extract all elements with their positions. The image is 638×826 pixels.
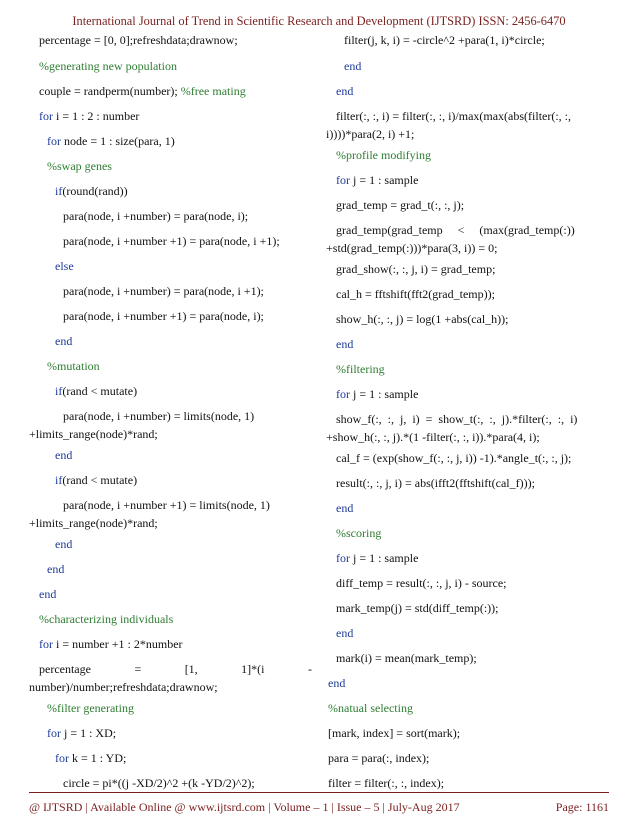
- code-keyword: for: [39, 637, 53, 651]
- code-text: j = 1 : sample: [350, 551, 419, 565]
- code-comment: %free mating: [180, 84, 246, 98]
- code-line: [55, 184, 312, 198]
- code-line: [336, 576, 610, 590]
- code-token: =: [134, 662, 142, 676]
- code-token: [1,: [184, 662, 198, 676]
- code-text: para = para(:, index);: [328, 751, 430, 765]
- code-line: [63, 209, 312, 223]
- code-comment: %natual selecting: [328, 701, 413, 715]
- code-keyword: end: [55, 537, 73, 551]
- code-line: [344, 33, 610, 47]
- code-text: circle = pi*((j -XD/2)^2 +(k -YD/2)^2);: [63, 776, 255, 790]
- code-text: para(node, i +number +1) = para(node, i +1);: [63, 234, 280, 248]
- code-line: [336, 312, 610, 326]
- code-line: [336, 476, 610, 490]
- code-text: result(:, :, j, i) = abs(ifft2(fftshift(cal_f)));: [336, 476, 535, 490]
- code-keyword: if: [55, 473, 63, 487]
- code-keyword: end: [55, 334, 73, 348]
- code-line: [328, 726, 610, 740]
- code-token: -: [307, 662, 312, 676]
- code-keyword: end: [336, 626, 354, 640]
- code-text: para(node, i +number) = para(node, i);: [63, 209, 249, 223]
- code-line: [63, 284, 312, 298]
- code-line: [336, 451, 610, 465]
- code-keyword: end: [336, 84, 354, 98]
- code-text: filter = filter(:, :, index);: [328, 776, 445, 790]
- code-line: [39, 109, 312, 123]
- code-text: [29, 662, 312, 676]
- code-comment: %characterizing individuals: [39, 612, 174, 626]
- code-text: grad_show(:, :, j, i) = grad_temp;: [336, 262, 496, 276]
- code-text: (rand < mutate): [62, 473, 138, 487]
- code-line: [39, 612, 312, 626]
- code-text: (rand < mutate): [62, 384, 138, 398]
- code-text: percentage = [0, 0];refreshdata;drawnow;: [39, 33, 238, 47]
- code-text: couple = randperm(number);: [39, 84, 181, 98]
- code-text: filter(j, k, i) = -circle^2 +para(1, i)*circle;: [344, 33, 545, 47]
- code-line: [328, 776, 610, 790]
- code-line: [326, 223, 610, 255]
- code-text-cont: +limits_range(node)*rand;: [29, 516, 158, 530]
- code-text: (round(rand)): [62, 184, 128, 198]
- code-line: [55, 751, 312, 765]
- code-keyword: end: [336, 501, 354, 515]
- code-line: [336, 501, 610, 515]
- code-line: [63, 309, 312, 323]
- code-text: j = 1 : sample: [350, 173, 419, 187]
- code-line: [55, 473, 312, 487]
- code-text: para(node, i +number) = para(node, i +1);: [63, 284, 264, 298]
- code-line: [47, 359, 312, 373]
- code-line: [47, 562, 312, 576]
- page-number: Page: 1161: [555, 800, 609, 814]
- code-line: [336, 526, 610, 540]
- code-line: [47, 726, 312, 740]
- code-line: [55, 448, 312, 462]
- code-text: cal_h = fftshift(fft2(grad_temp));: [336, 287, 495, 301]
- code-keyword: end: [344, 59, 362, 73]
- code-text: mark(i) = mean(mark_temp);: [336, 651, 477, 665]
- code-line: [39, 33, 312, 47]
- code-text-cont: number)/number;refreshdata;drawnow;: [29, 680, 218, 694]
- code-comment: %filtering: [336, 362, 385, 376]
- code-text: j = 1 : XD;: [61, 726, 117, 740]
- code-line: [39, 587, 312, 601]
- code-line: [336, 626, 610, 640]
- code-line: [328, 676, 610, 690]
- code-comment: %profile modifying: [336, 148, 431, 162]
- code-line: [336, 362, 610, 376]
- code-line: [55, 384, 312, 398]
- code-text: i = number +1 : 2*number: [53, 637, 183, 651]
- code-keyword: for: [47, 134, 61, 148]
- code-token: 1]*(i: [241, 662, 265, 676]
- code-text-cont: +limits_range(node)*rand;: [29, 427, 158, 441]
- code-line: [63, 776, 312, 790]
- code-text: grad_temp(grad_temp < (max(grad_temp(:)): [336, 223, 575, 237]
- code-keyword: for: [39, 109, 53, 123]
- code-comment: %filter generating: [47, 701, 134, 715]
- code-text-cont: +show_h(:, :, j).*(1 -filter(:, :, i)).*para(4, i);: [326, 430, 540, 444]
- code-text: mark_temp(j) = std(diff_temp(:));: [336, 601, 499, 615]
- code-line: [336, 551, 610, 565]
- code-token: percentage: [39, 662, 91, 676]
- code-line: [326, 109, 610, 141]
- code-text: show_h(:, :, j) = log(1 +abs(cal_h));: [336, 312, 509, 326]
- code-line: [29, 409, 312, 441]
- code-keyword: end: [47, 562, 65, 576]
- footer-rule: [29, 792, 609, 793]
- code-line: [336, 601, 610, 615]
- code-line: [47, 134, 312, 148]
- code-keyword: end: [336, 337, 354, 351]
- code-line: [336, 148, 610, 162]
- code-keyword: end: [39, 587, 57, 601]
- code-line: [336, 84, 610, 98]
- code-text: k = 1 : YD;: [69, 751, 127, 765]
- code-line: [336, 337, 610, 351]
- code-line: [29, 498, 312, 530]
- code-text-cont: +std(grad_temp(:)))*para(3, i)) = 0;: [326, 241, 498, 255]
- code-keyword: for: [336, 173, 350, 187]
- code-keyword: if: [55, 184, 63, 198]
- code-text: diff_temp = result(:, :, j, i) - source;: [336, 576, 507, 590]
- code-line: [63, 234, 312, 248]
- code-keyword: for: [336, 387, 350, 401]
- code-line: [55, 259, 312, 273]
- code-line: [336, 651, 610, 665]
- code-line: [336, 173, 610, 187]
- code-line: [39, 59, 312, 73]
- footer: [29, 800, 609, 815]
- code-comment: %swap genes: [47, 159, 112, 173]
- code-text-cont: i))))*para(2, i) +1;: [326, 127, 415, 141]
- code-text: grad_temp = grad_t(:, :, j);: [336, 198, 465, 212]
- code-keyword: for: [47, 726, 61, 740]
- code-line: [344, 59, 610, 73]
- code-text: para(node, i +number) = limits(node, 1): [63, 409, 255, 423]
- code-text: j = 1 : sample: [350, 387, 419, 401]
- code-text: [mark, index] = sort(mark);: [328, 726, 461, 740]
- code-text: para(node, i +number +1) = para(node, i);: [63, 309, 264, 323]
- footer-left: @ IJTSRD | Available Online @ www.ijtsrd.com | Volume – 1 | Issue – 5 | July-Aug 2017: [29, 800, 460, 814]
- code-line: [47, 701, 312, 715]
- code-line: [39, 84, 312, 98]
- code-keyword: for: [336, 551, 350, 565]
- code-line: [29, 662, 312, 694]
- code-text: show_f(:, :, j, i) = show_t(:, :, j).*filter(:, :, i): [336, 412, 578, 426]
- code-comment: %mutation: [47, 359, 100, 373]
- code-line: [336, 262, 610, 276]
- code-keyword: end: [55, 448, 73, 462]
- code-text: node = 1 : size(para, 1): [61, 134, 175, 148]
- code-line: [328, 701, 610, 715]
- code-text: cal_f = (exp(show_f(:, :, j, i)) -1).*angle_t(:, :, j);: [336, 451, 572, 465]
- code-line: [55, 334, 312, 348]
- code-line: [47, 159, 312, 173]
- code-keyword: end: [328, 676, 346, 690]
- code-keyword: for: [55, 751, 69, 765]
- journal-header: International Journal of Trend in Scientific Research and Development (IJTSRD) ISSN: 2456-6470: [72, 14, 566, 28]
- code-line: [328, 751, 610, 765]
- code-line: [336, 198, 610, 212]
- code-comment: %scoring: [336, 526, 382, 540]
- code-comment: %generating new population: [39, 59, 177, 73]
- code-text: i = 1 : 2 : number: [53, 109, 140, 123]
- code-text: para(node, i +number +1) = limits(node, 1): [63, 498, 270, 512]
- code-line: [336, 287, 610, 301]
- code-keyword: else: [55, 259, 74, 273]
- code-line: [39, 637, 312, 651]
- code-line: [55, 537, 312, 551]
- code-text: filter(:, :, i) = filter(:, :, i)/max(max(abs(filter(:, :,: [336, 109, 572, 123]
- code-keyword: if: [55, 384, 63, 398]
- code-line: [326, 412, 610, 444]
- code-line: [336, 387, 610, 401]
